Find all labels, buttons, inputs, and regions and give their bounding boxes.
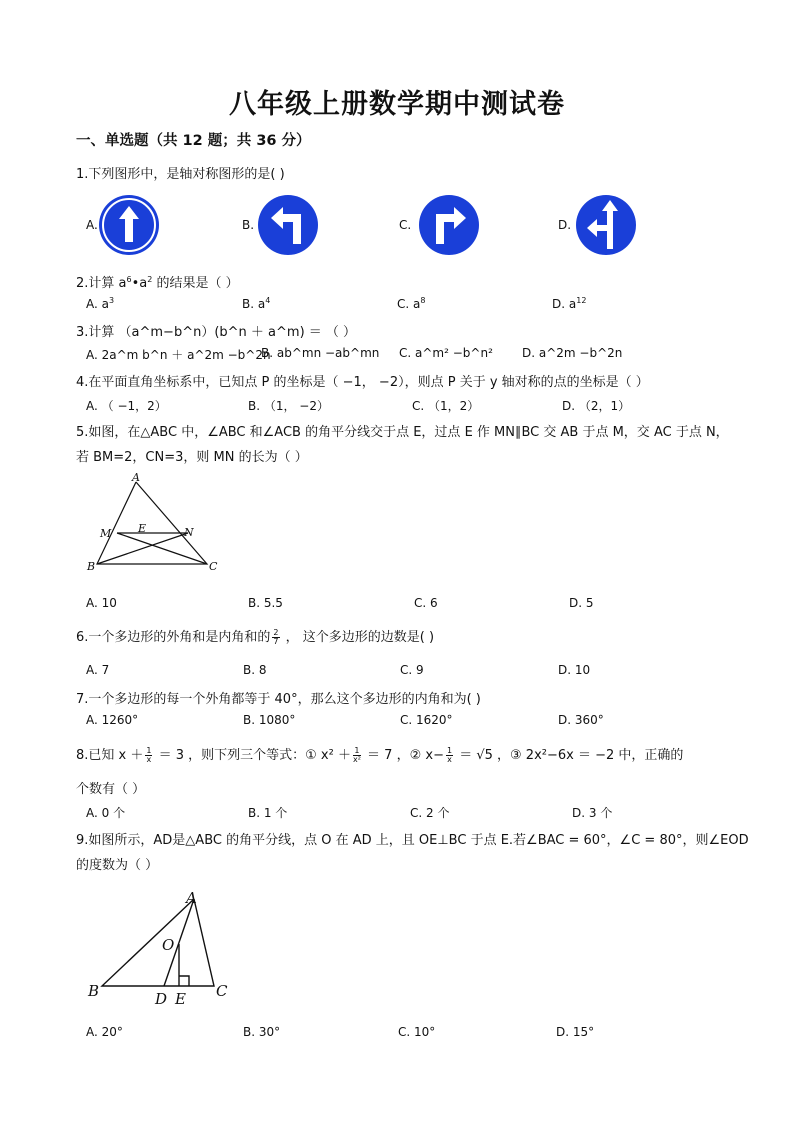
question-5-line-2: 若 BM=2，CN=3，则 MN 的长为（ ） bbox=[76, 450, 308, 465]
q7-option-c: C. 1620° bbox=[400, 713, 453, 727]
fig9-label-e: E bbox=[175, 990, 186, 1008]
fig5-label-e: E bbox=[138, 522, 147, 535]
q2-option-d: D. $a^{12}$ bbox=[552, 296, 587, 311]
arrow-up-sign-icon bbox=[98, 194, 160, 256]
turn-left-sign-icon bbox=[257, 194, 319, 256]
turn-right-sign-icon bbox=[418, 194, 480, 256]
question-7-options bbox=[86, 713, 726, 731]
fig5-label-m: M bbox=[100, 527, 112, 540]
q9-option-c: C. 10° bbox=[398, 1025, 436, 1039]
q6-option-c: C. 9 bbox=[400, 663, 424, 677]
q1-option-c-label: C. bbox=[399, 218, 412, 232]
q7-option-a: A. 1260° bbox=[86, 713, 139, 727]
q1-option-a-label: A. bbox=[86, 218, 98, 232]
fig9-label-o: O bbox=[162, 936, 175, 954]
fig9-label-a: A bbox=[186, 889, 197, 907]
q4-option-b: B. （1， −2） bbox=[248, 399, 330, 413]
q5-option-b: B. 5.5 bbox=[248, 596, 283, 610]
triangle-eod-figure bbox=[86, 888, 238, 1010]
q2-option-a: A. $a^3$ bbox=[86, 296, 115, 311]
question-9-line-1: 9.如图所示，AD是△ABC 的角平分线，点 O 在 AD 上，且 OE⊥BC 于点 E.若∠BAC = 60°，∠C = 80°，则∠EOD bbox=[76, 833, 749, 848]
q3-option-c: C. a^m² −b^n² bbox=[399, 346, 493, 360]
question-8-line-2: 个数有（ ） bbox=[76, 782, 146, 797]
section-heading: 一、单选题（共 12 题；共 36 分） bbox=[76, 133, 311, 149]
q3-option-d: D. a^2m −b^2n bbox=[522, 346, 623, 360]
q2-option-b: B. $a^4$ bbox=[242, 296, 271, 311]
q9-option-b: B. 30° bbox=[243, 1025, 281, 1039]
question-4-stem: 4.在平面直角坐标系中，已知点 P 的坐标是（ −1， −2），则点 P 关于 y 轴对称的点的坐标是（ ） bbox=[76, 375, 649, 390]
straight-or-left-sign-icon bbox=[575, 194, 637, 256]
question-7-stem: 7.一个多边形的每一个外角都等于 40°，那么这个多边形的内角和为( ) bbox=[76, 692, 481, 707]
question-8-line-1: 8.已知 x ＋ $\frac{1}{x}$ ＝ 3 ，则下列三个等式：① x² ＋ $\frac{1}{\text{x²}}$ ＝ 7 ，② x− $\frac{1}{x}$ ＝ √5 ，③ 2x²−6x ＝ −2 中，正确的 bbox=[76, 746, 684, 764]
q1-option-b-label: B. bbox=[242, 218, 255, 232]
page-title: 八年级上册数学期中测试卷 bbox=[229, 89, 565, 120]
q9-option-a: A. 20° bbox=[86, 1025, 123, 1039]
question-3-stem: 3.计算 （a^m−b^n）(b^n ＋ a^m) ＝ （ ） bbox=[76, 325, 357, 340]
q1-option-d-label: D. bbox=[558, 218, 572, 232]
question-5-line-1: 5.如图，在△ABC 中，∠ABC 和∠ACB 的角平分线交于点 E，过点 E 作 MN∥BC 交 AB 于点 M，交 AC 于点 N， bbox=[76, 425, 729, 440]
fig5-label-c: C bbox=[209, 560, 218, 573]
q5-option-d: D. 5 bbox=[569, 596, 594, 610]
fig5-label-b: B bbox=[87, 560, 96, 573]
question-2-options bbox=[86, 297, 726, 315]
q6-option-a: A. 7 bbox=[86, 663, 110, 677]
q9-option-d: D. 15° bbox=[556, 1025, 595, 1039]
question-6-stem: 6.一个多边形的外角和是内角和的 $\frac{2}{7}$ ， 这个多边形的边数是( ) bbox=[76, 628, 435, 646]
fig9-label-b: B bbox=[88, 982, 100, 1000]
question-5-options bbox=[86, 596, 726, 614]
fig9-label-d: D bbox=[155, 990, 168, 1008]
q5-option-c: C. 6 bbox=[414, 596, 438, 610]
q2-option-c: C. $a^8$ bbox=[397, 296, 426, 311]
q4-option-d: D. （2，1） bbox=[562, 399, 631, 413]
question-9-line-2: 的度数为（ ） bbox=[76, 858, 159, 873]
q6-option-d: D. 10 bbox=[558, 663, 591, 677]
fig9-label-c: C bbox=[216, 982, 228, 1000]
question-4-options bbox=[86, 397, 726, 415]
q4-option-c: C. （1，2） bbox=[412, 399, 480, 413]
q7-option-b: B. 1080° bbox=[243, 713, 296, 727]
q6-option-b: B. 8 bbox=[243, 663, 267, 677]
question-2-stem: 2.计算 $a^6•a^2$ 的结果是（ ） bbox=[76, 275, 239, 291]
q8-option-c: C. 2 个 bbox=[410, 806, 450, 820]
q8-option-d: D. 3 个 bbox=[572, 806, 613, 820]
question-3-options bbox=[86, 346, 726, 364]
q8-option-b: B. 1 个 bbox=[248, 806, 288, 820]
q5-option-a: A. 10 bbox=[86, 596, 117, 610]
fig5-label-n: N bbox=[184, 526, 194, 539]
q7-option-d: D. 360° bbox=[558, 713, 604, 727]
q8-option-a: A. 0 个 bbox=[86, 806, 126, 820]
q3-option-a: A. 2a^m b^n ＋ a^2m −b^2n bbox=[86, 348, 271, 362]
question-9-options bbox=[86, 1025, 726, 1043]
q3-option-b: B. ab^mn −ab^mn bbox=[261, 346, 380, 360]
triangle-mn-figure bbox=[86, 470, 226, 578]
question-6-options bbox=[86, 663, 726, 681]
question-8-options bbox=[86, 804, 726, 822]
question-1-stem: 1.下列图形中，是轴对称图形的是( ) bbox=[76, 167, 285, 182]
q4-option-a: A. （ −1，2） bbox=[86, 399, 167, 413]
fig5-label-a: A bbox=[132, 471, 140, 484]
